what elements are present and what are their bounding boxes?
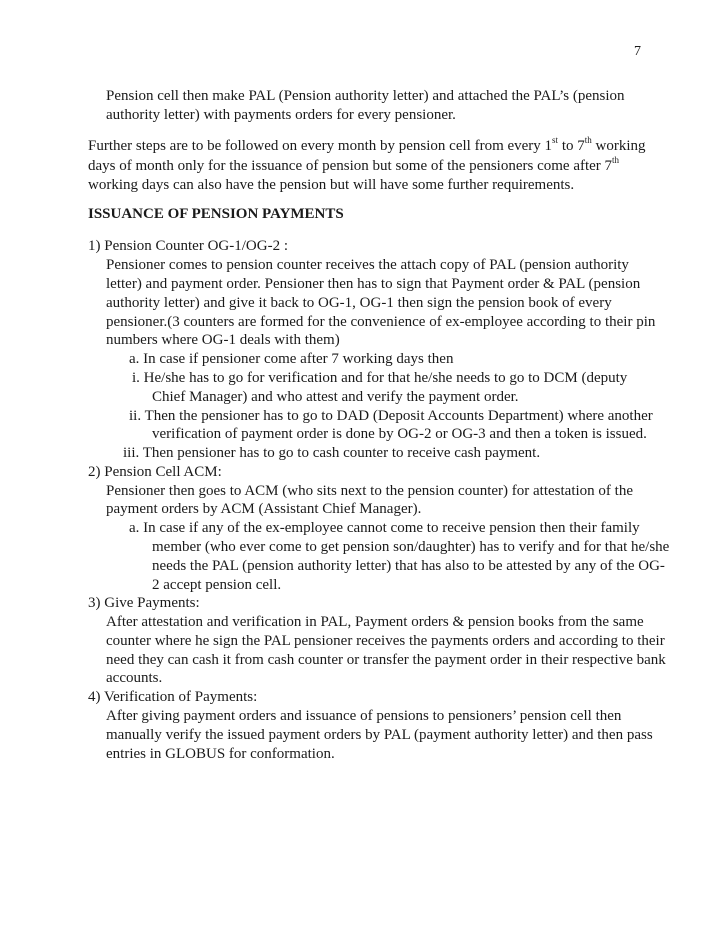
step-4-line: entries in GLOBUS for conformation.: [106, 746, 335, 762]
step-3-line: need they can cash it from cash counter or transfer the payment order in their respective bank: [106, 652, 666, 668]
step-1-subitem-ii: ii. Then the pensioner has to go to DAD (Deposit Accounts Department) where another: [129, 408, 653, 424]
step-3-line: counter where he sign the PAL pensioner receives the payments orders and according to their: [106, 633, 665, 649]
page-number: 7: [634, 44, 641, 59]
step-2-line: payment orders by ACM (Assistant Chief Manager).: [106, 501, 422, 517]
step-3-line: accounts.: [106, 670, 163, 686]
step-1-subitem-iii: iii. Then pensioner has to go to cash counter to receive cash payment.: [123, 445, 541, 461]
step-2-title: 2) Pension Cell ACM:: [88, 464, 222, 480]
step-4-line: After giving payment orders and issuance of pensions to pensioners’ pension cell then: [106, 708, 622, 724]
step-2-subitem-a-cont: 2 accept pension cell.: [152, 577, 282, 593]
step-1-subitem-i: i. He/she has to go for verification and for that he/she needs to go to DCM (deputy: [132, 370, 628, 386]
step-4-line: manually verify the issued payment orders by PAL (payment authority letter) and then pass: [106, 727, 653, 743]
step-1-line: letter) and payment order. Pensioner then has to sign that Payment order & PAL (pension: [106, 276, 641, 292]
step-2-subitem-a-cont: needs the PAL (pension authority letter) that has also to be attested by any of the OG-: [152, 558, 665, 574]
step-4-title: 4) Verification of Payments:: [88, 689, 258, 705]
intro-line-2: authority letter) with payments orders for every pensioner.: [106, 107, 456, 123]
step-2-subitem-a: a. In case if any of the ex-employee cannot come to receive pension then their family: [129, 520, 640, 536]
step-1-subitem-i-cont: Chief Manager) and who attest and verify the payment order.: [152, 389, 519, 405]
steps-line-2: days of month only for the issuance of pension but some of the pensioners come after 7th: [88, 155, 620, 174]
step-2-line: Pensioner then goes to ACM (who sits next to the pension counter) for attestation of the: [106, 483, 633, 499]
section-heading: ISSUANCE OF PENSION PAYMENTS: [88, 206, 344, 222]
steps-line-1: Further steps are to be followed on every month by pension cell from every 1st to 7th working: [88, 135, 646, 154]
step-1-line: numbers where OG-1 deals with them): [106, 332, 340, 348]
steps-line-3: working days can also have the pension but will have some further requirements.: [88, 177, 575, 193]
step-1-line: pensioner.(3 counters are formed for the convenience of ex-employee according to their pin: [106, 314, 656, 330]
step-1-subitem-ii-cont: verification of payment order is done by OG-2 or OG-3 and then a token is issued.: [152, 426, 647, 442]
step-2-subitem-a-cont: member (who ever come to get pension son/daughter) has to verify and for that he/she: [152, 539, 670, 555]
intro-line-1: Pension cell then make PAL (Pension authority letter) and attached the PAL’s (pension: [106, 88, 625, 104]
step-1-line: authority letter) and give it back to OG-1, OG-1 then sign the pension book of every: [106, 295, 612, 311]
step-1-subitem-a: a. In case if pensioner come after 7 working days then: [129, 351, 454, 367]
step-1-title: 1) Pension Counter OG-1/OG-2 :: [88, 238, 288, 254]
step-1-line: Pensioner comes to pension counter receives the attach copy of PAL (pension authority: [106, 257, 629, 273]
step-3-line: After attestation and verification in PAL, Payment orders & pension books from the same: [106, 614, 644, 630]
step-3-title: 3) Give Payments:: [88, 595, 200, 611]
